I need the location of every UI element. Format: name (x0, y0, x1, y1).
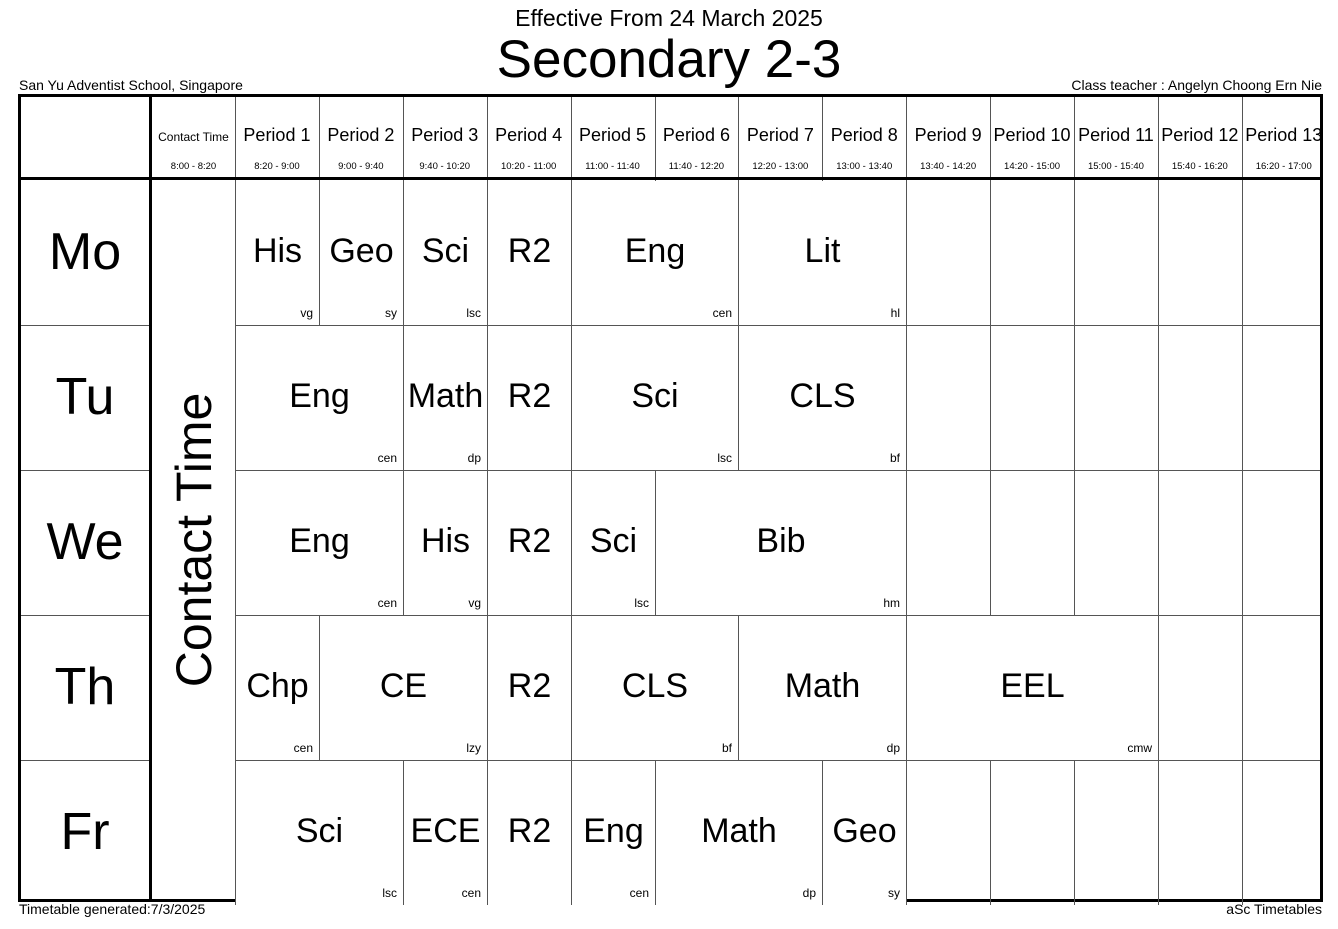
lesson-teacher: sy (385, 306, 397, 320)
period-name: Period 4 (495, 125, 563, 145)
lesson-teacher: sy (888, 886, 900, 900)
lesson-cell (572, 761, 655, 905)
period-col-divider (990, 180, 991, 905)
class-teacher: Class teacher : Angelyn Choong Ern Nie (1071, 77, 1322, 93)
period-time: 10:20 - 11:00 (500, 161, 557, 172)
lesson-subject: Sci (631, 377, 679, 415)
period-header (152, 97, 235, 177)
period-col-divider (1242, 180, 1243, 905)
lesson-cell (488, 471, 571, 615)
period-name: Period 1 (243, 125, 311, 145)
lesson-cell (236, 761, 403, 905)
lesson-cell (488, 761, 571, 905)
lesson-teacher: dp (802, 886, 816, 900)
lesson-cell (739, 326, 906, 470)
lesson-teacher: cen (377, 596, 397, 610)
lesson-divider (906, 180, 907, 325)
lesson-cell (907, 616, 1158, 760)
lesson-subject: CE (379, 667, 428, 705)
lesson-teacher: dp (467, 451, 481, 465)
lesson-cell (823, 761, 906, 905)
lesson-cell (404, 761, 487, 905)
period-time: 9:40 - 10:20 (419, 161, 471, 172)
period-time: 15:40 - 16:20 (1171, 161, 1228, 172)
period-time: 13:00 - 13:40 (836, 161, 893, 172)
period-time: 16:20 - 17:00 (1255, 161, 1312, 172)
period-time: 14:20 - 15:00 (1004, 161, 1061, 172)
lesson-subject: Geo (329, 232, 394, 270)
contact-time-label: Contact Time (165, 392, 222, 688)
period-header (571, 97, 655, 177)
lesson-cell (320, 181, 403, 325)
period-header (487, 97, 571, 177)
lesson-subject: Lit (804, 232, 841, 270)
lesson-subject: His (252, 232, 303, 270)
lesson-teacher: lzy (466, 741, 481, 755)
lesson-teacher: cen (461, 886, 481, 900)
lesson-cell (739, 181, 906, 325)
lesson-cell (404, 181, 487, 325)
lesson-subject: Sci (589, 522, 638, 560)
day-label: Th (54, 658, 116, 716)
lesson-subject: Bib (756, 522, 806, 560)
lesson-subject: Sci (295, 812, 344, 850)
period-time: 8:20 - 9:00 (254, 161, 300, 172)
lesson-teacher: bf (889, 451, 900, 465)
timetable-grid (18, 94, 1323, 902)
period-name: Period 7 (746, 125, 814, 145)
lesson-divider (906, 760, 907, 905)
lesson-teacher: lsc (382, 886, 397, 900)
period-header (655, 97, 739, 177)
lesson-teacher: cen (712, 306, 732, 320)
period-name: Period 2 (327, 125, 395, 145)
lesson-teacher: cmw (1127, 741, 1152, 755)
lesson-divider (906, 325, 907, 470)
lesson-subject: R2 (507, 522, 552, 560)
period-name: Period 11 (1078, 125, 1154, 145)
period-header (1074, 97, 1158, 177)
period-header (990, 97, 1074, 177)
period-name: Period 3 (411, 125, 479, 145)
lesson-subject: His (420, 522, 471, 560)
lesson-subject: Eng (289, 522, 350, 560)
period-header (906, 97, 990, 177)
software-credit: aSc Timetables (1226, 901, 1322, 917)
period-time: 12:20 - 13:00 (752, 161, 809, 172)
lesson-cell (236, 471, 403, 615)
lesson-subject: Math (701, 812, 777, 850)
period-time: 11:00 - 11:40 (585, 161, 640, 172)
lesson-cell (404, 471, 487, 615)
lesson-subject: ECE (410, 812, 481, 850)
period-time: 13:40 - 14:20 (920, 161, 977, 172)
period-header (319, 97, 403, 177)
lesson-teacher: hl (890, 306, 900, 320)
generated-date: Timetable generated:7/3/2025 (19, 901, 206, 917)
period-header (235, 97, 319, 177)
period-name: Period 9 (914, 125, 982, 145)
lesson-subject: Math (784, 667, 861, 705)
lesson-subject: R2 (507, 377, 552, 415)
lesson-cell (656, 761, 822, 905)
school-name: San Yu Adventist School, Singapore (19, 77, 243, 93)
period-header (403, 97, 487, 177)
lesson-teacher: dp (886, 741, 900, 755)
day-label: We (46, 513, 124, 571)
period-name: Period 12 (1161, 125, 1239, 145)
lesson-cell (572, 616, 738, 760)
page-title: Secondary 2-3 (496, 30, 842, 89)
lesson-subject: Eng (583, 812, 644, 850)
lesson-teacher: cen (629, 886, 649, 900)
period-name: Period 6 (662, 125, 730, 145)
lesson-cell (488, 181, 571, 325)
lesson-subject: EEL (1000, 667, 1065, 705)
lesson-teacher: lsc (466, 306, 481, 320)
lesson-teacher: vg (300, 306, 313, 320)
day-label: Tu (55, 368, 115, 426)
lesson-subject: R2 (507, 232, 552, 270)
lesson-cell (404, 326, 487, 470)
period-name: Period 13 (1245, 125, 1323, 145)
lesson-cell (236, 616, 319, 760)
period-name: Period 8 (830, 125, 898, 145)
lesson-cell (488, 616, 571, 760)
lesson-subject: Math (407, 377, 484, 415)
lesson-cell (572, 471, 655, 615)
lesson-teacher: hm (883, 596, 900, 610)
lesson-cell (488, 326, 571, 470)
lesson-teacher: bf (721, 741, 732, 755)
lesson-cell (236, 326, 403, 470)
lesson-cell (572, 181, 738, 325)
lesson-cell (236, 181, 319, 325)
period-header (822, 97, 906, 177)
period-name: Period 5 (579, 125, 647, 145)
lesson-teacher: cen (377, 451, 397, 465)
lesson-subject: CLS (789, 377, 856, 415)
period-name: Period 10 (993, 125, 1071, 145)
effective-date: Effective From 24 March 2025 (515, 5, 823, 31)
period-time: 15:00 - 15:40 (1087, 161, 1144, 172)
period-time: 8:00 - 8:20 (170, 161, 217, 172)
day-label: Fr (60, 803, 110, 861)
lesson-teacher: vg (468, 596, 481, 610)
lesson-divider (1158, 615, 1159, 760)
lesson-cell (572, 326, 738, 470)
lesson-subject: Sci (421, 232, 470, 270)
period-name: Contact Time (158, 130, 229, 144)
lesson-subject: Chp (246, 667, 309, 705)
lesson-subject: Eng (289, 377, 350, 415)
lesson-teacher: lsc (634, 596, 649, 610)
lesson-subject: Geo (832, 812, 897, 850)
period-col-divider (1074, 180, 1075, 905)
lesson-subject: CLS (621, 667, 689, 705)
period-header (738, 97, 822, 177)
lesson-divider (906, 470, 907, 615)
contact-time-column (152, 178, 235, 902)
day-label: Mo (48, 223, 122, 281)
lesson-cell (739, 616, 906, 760)
lesson-teacher: lsc (717, 451, 732, 465)
period-time: 9:00 - 9:40 (338, 161, 384, 172)
lesson-teacher: cen (293, 741, 313, 755)
period-header (1158, 97, 1242, 177)
lesson-subject: R2 (507, 812, 552, 850)
period-time: 11:40 - 12:20 (668, 161, 725, 172)
lesson-cell (656, 471, 906, 615)
lesson-subject: Eng (624, 232, 686, 270)
period-header (1242, 97, 1326, 177)
lesson-cell (320, 616, 487, 760)
period-col-divider (1158, 180, 1159, 905)
lesson-subject: R2 (507, 667, 552, 705)
